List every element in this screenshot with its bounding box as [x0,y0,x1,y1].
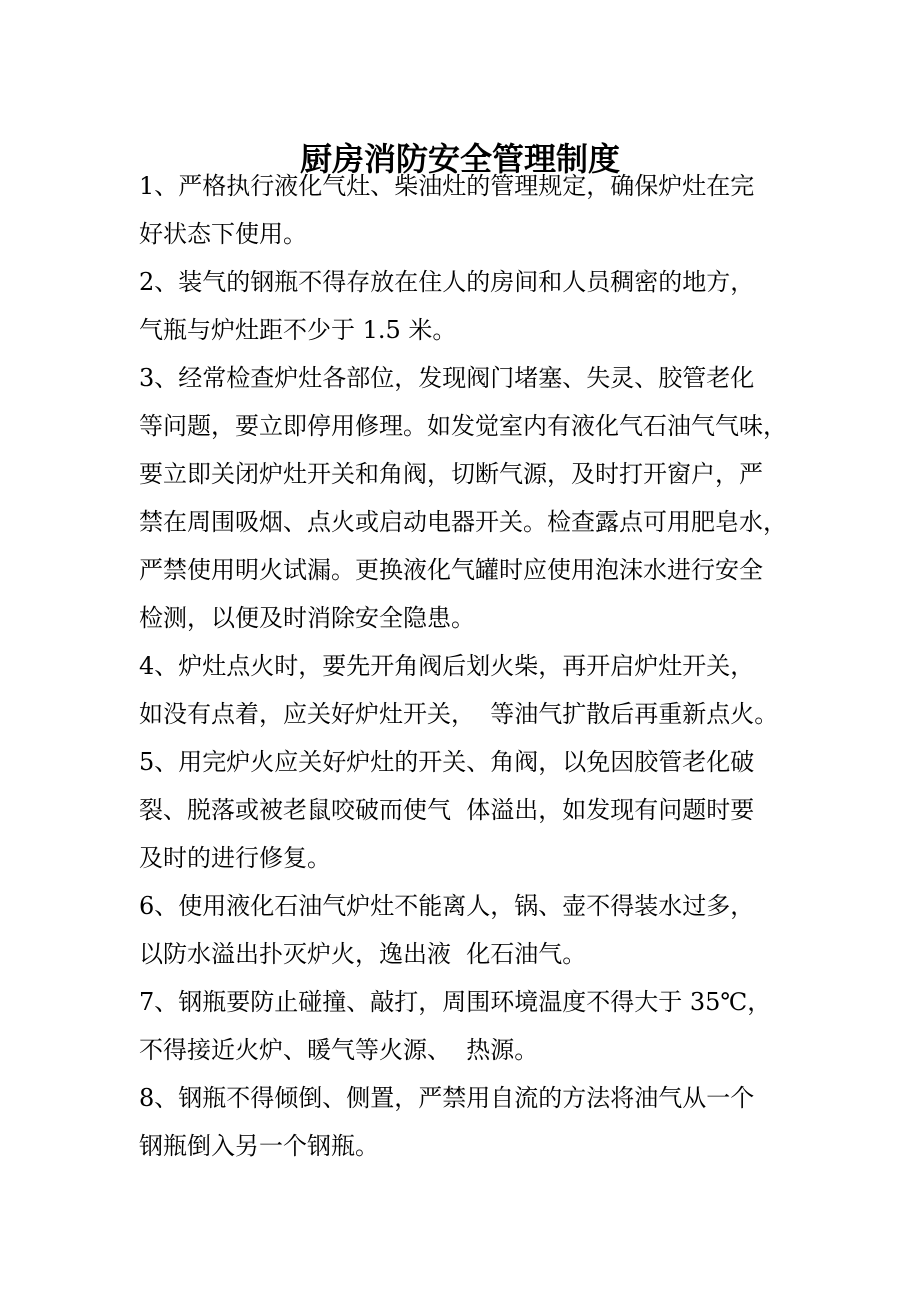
rule-line: 以防水溢出扑灭炉火，逸出液 化石油气。 [139,940,587,968]
rule-line: 7、钢瓶要防止碰撞、敲打，周围环境温度不得大于 35℃， [139,988,772,1016]
rule-item [139,1074,799,1170]
rule-line: 5、用完炉火应关好炉灶的开关、角阀，以免因胶管老化破 [139,748,755,776]
rule-item [139,258,799,354]
rule-line: 好状态下使用。 [139,220,307,248]
rule-item [139,882,799,978]
rule-line: 4、炉灶点火时，要先开角阀后划火柴，再开启炉灶开关， [139,652,755,680]
rule-line: 及时的进行修复。 [139,844,331,872]
rule-item [139,354,799,642]
rule-line: 钢瓶倒入另一个钢瓶。 [139,1132,379,1160]
rule-line: 不得接近火炉、暖气等火源、 热源。 [139,1036,539,1064]
rule-line: 等问题，要立即停用修理。如发觉室内有液化气石油气气味， [139,412,787,440]
rule-item [139,738,799,882]
rule-line: 要立即关闭炉灶开关和角阀，切断气源，及时打开窗户，严 [139,460,763,488]
document-title: 厨房消防安全管理制度 [299,140,620,179]
rule-line: 气瓶与炉灶距不少于 1.5 米。 [139,316,457,344]
rule-line: 3、经常检查炉灶各部位，发现阀门堵塞、失灵、胶管老化 [139,364,755,392]
rule-line: 如没有点着，应关好炉灶开关， 等油气扩散后再重新点火。 [139,700,779,728]
rule-line: 8、钢瓶不得倾倒、侧置，严禁用自流的方法将油气从一个 [139,1084,755,1112]
rule-line: 禁在周围吸烟、点火或启动电器开关。检查露点可用肥皂水， [139,508,787,536]
rule-item [139,162,799,258]
rule-line: 1、严格执行液化气灶、柴油灶的管理规定，确保炉灶在完 [139,172,755,200]
rule-line: 检测，以便及时消除安全隐患。 [139,604,475,632]
rule-line: 6、使用液化石油气炉灶不能离人，锅、壶不得装水过多， [139,892,755,920]
rules-list [139,162,799,1170]
rule-line: 严禁使用明火试漏。更换液化气罐时应使用泡沫水进行安全 [139,556,763,584]
rule-item [139,642,799,738]
rule-line: 2、装气的钢瓶不得存放在住人的房间和人员稠密的地方， [139,268,755,296]
rule-line: 裂、脱落或被老鼠咬破而使气 体溢出，如发现有问题时要 [139,796,755,824]
rule-item [139,978,799,1074]
